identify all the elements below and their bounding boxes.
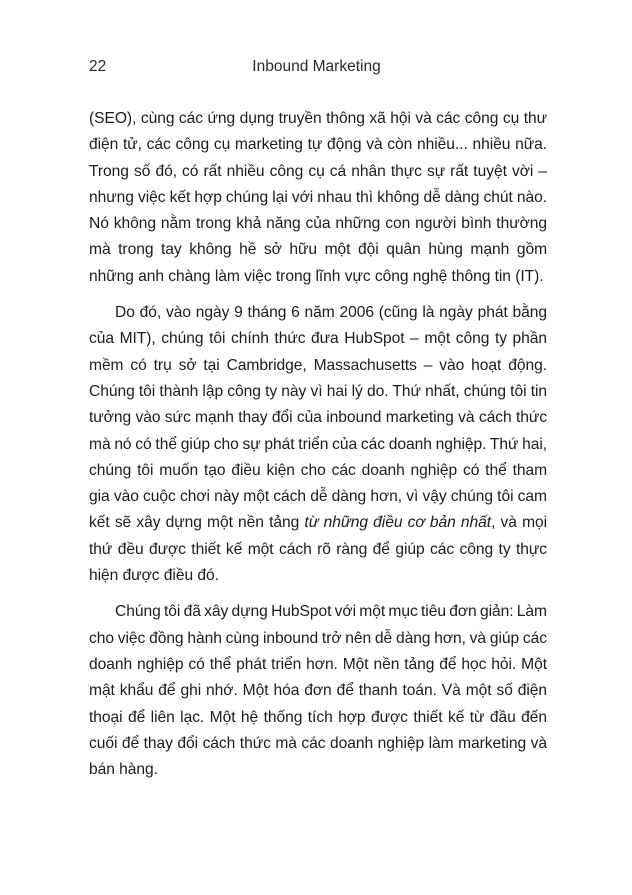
text-line: điện tử, các công cụ marketing tự động và còn nhiều... nhiều nữa. xyxy=(89,136,547,154)
text-line: Chúng tôi thành lập công ty này vì hai lý do. Thứ nhất, chúng tôi tin xyxy=(89,382,548,400)
text-line: mà nó có thể giúp cho sự phát triển của các doanh nghiệp. Thứ hai, xyxy=(89,435,548,453)
text-line: mà trong tay không hề sở hữu một đội quân hùng mạnh gồm xyxy=(89,241,548,259)
page-number: 22 xyxy=(89,58,107,75)
text-line: chúng tôi muốn tạo điều kiện cho các doanh nghiệp có thể tham xyxy=(89,461,548,479)
text-line-with-italic xyxy=(89,510,547,536)
text-line: Do đó, vào ngày 9 tháng 6 năm 2006 (cũng là ngày phát bằng xyxy=(115,304,548,322)
text-line: Chúng tôi đã xây dựng HubSpot với một mục tiêu đơn giản: Làm xyxy=(115,603,547,621)
body-text xyxy=(89,106,547,783)
text-line: mật khẩu để ghi nhớ. Một hóa đơn để thanh toán. Và một số điện xyxy=(89,682,548,700)
text-line: thoại để liên lạc. Một hệ thống tích hợp được thiết kế từ đầu đến xyxy=(89,708,548,726)
text-line: Nó không nằm trong khả năng của những con người bình thường xyxy=(89,215,548,233)
text-line: cuối để thay đổi cách thức mà các doanh nghiệp làm marketing và xyxy=(89,734,547,752)
italic-phrase: từ những điều cơ bản nhất xyxy=(304,514,492,532)
text-line: tưởng vào sức mạnh thay đổi của inbound marketing và cách thức xyxy=(89,409,548,427)
text-line: cho việc đồng hành cùng inbound trở nên dễ dàng hơn, và giúp các xyxy=(89,629,547,647)
text-line: doanh nghiệp có thể phát triển hơn. Một nền tảng để học hỏi. Một xyxy=(89,655,547,673)
text-line: hiện được điều đó. xyxy=(89,567,219,585)
text-run: , và mọi xyxy=(491,514,548,532)
paragraph-1 xyxy=(89,106,547,290)
text-line: bán hàng. xyxy=(89,761,158,779)
running-title: Inbound Marketing xyxy=(252,58,381,75)
text-line: Trong số đó, có rất nhiều công cụ cá nhân thực sự rất tuyệt vời – xyxy=(89,162,547,180)
page-header xyxy=(89,58,544,80)
paragraph-3 xyxy=(89,599,547,783)
text-line: thứ đều được thiết kế một cách rõ ràng để giúp các công ty thực xyxy=(89,540,548,558)
text-line: nhưng việc kết hợp chúng lại với nhau thì không dễ dàng chút nào. xyxy=(89,188,548,206)
text-line: gia vào cuộc chơi này một cách dễ dàng hơn, vì vậy chúng tôi cam xyxy=(89,488,547,506)
text-line: những anh chàng làm việc trong lĩnh vực công nghệ thông tin (IT). xyxy=(89,267,544,285)
paragraph-2 xyxy=(89,300,547,589)
text-run: kết sẽ xây dựng một nền tảng xyxy=(89,514,305,532)
text-line: (SEO), cùng các ứng dụng truyền thông xã hội và các công cụ thư xyxy=(89,110,547,127)
text-line: mềm có trụ sở tại Cambridge, Massachusetts – vào hoạt động. xyxy=(89,356,547,374)
text-line: của MIT), chúng tôi chính thức đưa HubSpot – một công ty phần xyxy=(89,330,548,348)
